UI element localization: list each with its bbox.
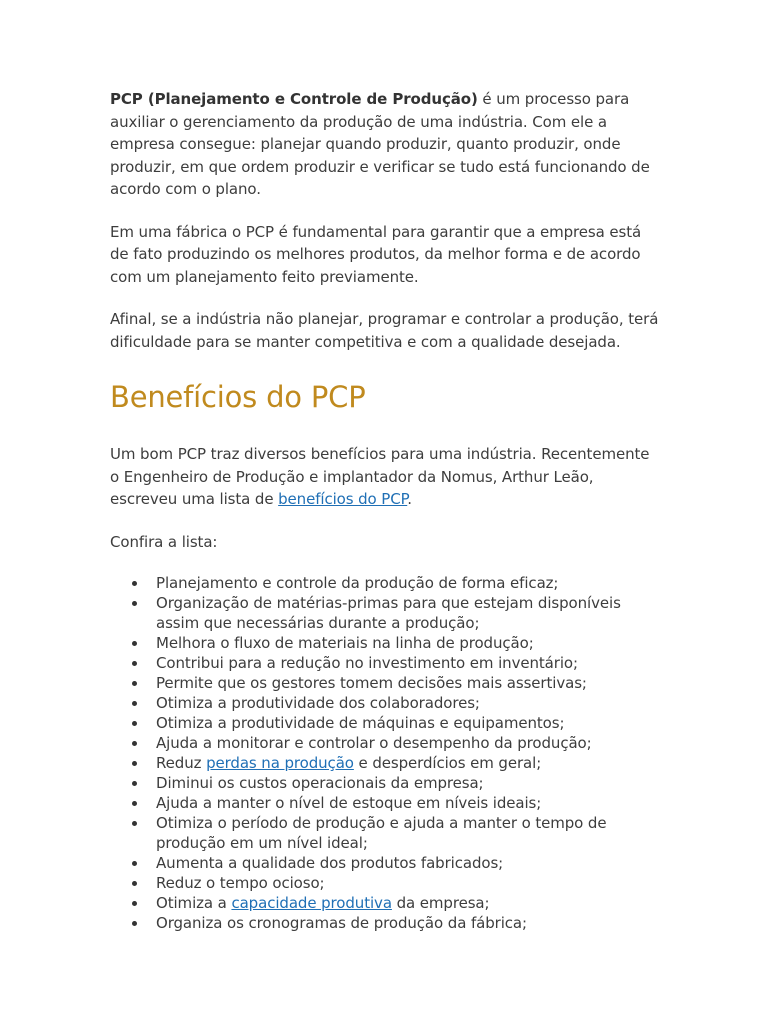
list-item [110, 693, 660, 713]
list-item-text-end: e desperdícios em geral; [353, 754, 542, 772]
production-losses-link[interactable]: perdas na produção [206, 754, 354, 772]
list-item-text: Ajuda a manter o nível de estoque em níveis ideais; [156, 794, 542, 812]
list-item [110, 593, 660, 633]
list-item [110, 633, 660, 653]
list-item [110, 573, 660, 593]
list-item-text: Otimiza a [156, 894, 232, 912]
bullet-icon [132, 801, 137, 806]
list-item [110, 913, 660, 933]
bullet-icon [132, 661, 137, 666]
list-item-text: Organiza os cronogramas de produção da fábrica; [156, 914, 527, 932]
list-item [110, 713, 660, 733]
list-item-text: Otimiza a produtividade dos colaboradores; [156, 694, 480, 712]
list-item-text: Contribui para a redução no investimento em inventário; [156, 654, 578, 672]
bullet-icon [132, 781, 137, 786]
bullet-icon [132, 901, 137, 906]
benefits-intro-end: . [407, 490, 412, 508]
list-item-text: Reduz o tempo ocioso; [156, 874, 325, 892]
intro-text: é um processo para auxiliar o gerenciamento da produção de uma indústria. Com ele a empresa consegue: planejar quando produzir, quanto produzir, onde produzir, em que ordem produzir e verificar se tudo está funcionando de acordo com o plano. [110, 90, 650, 198]
list-item [110, 853, 660, 873]
productive-capacity-link[interactable]: capacidade produtiva [231, 894, 392, 912]
list-intro-paragraph: Confira a lista: [110, 532, 218, 551]
list-item [110, 673, 660, 693]
list-item-text: Otimiza a produtividade de máquinas e equipamentos; [156, 714, 565, 732]
list-item-text: Reduz [156, 754, 207, 772]
list-item [110, 653, 660, 673]
list-item-text-end: da empresa; [391, 894, 490, 912]
list-item [110, 813, 660, 853]
pcp-importance-paragraph: Em uma fábrica o PCP é fundamental para garantir que a empresa está de fato produzindo os melhores produtos, da melhor forma e de acordo com um planejamento feito previamente. [110, 222, 642, 286]
list-item [110, 773, 660, 793]
list-item [110, 893, 660, 913]
bullet-icon [132, 701, 137, 706]
benefits-intro-paragraph [110, 443, 660, 511]
bullet-icon [132, 681, 137, 686]
list-item-text: Aumenta a qualidade dos produtos fabricados; [156, 854, 504, 872]
bullet-icon [132, 641, 137, 646]
pcp-definition-term: PCP (Planejamento e Controle de Produção) [110, 90, 478, 108]
benefits-intro-text: Um bom PCP traz diversos benefícios para uma indústria. Recentemente o Engenheiro de Produção e implantador da Nomus, Arthur Leão, escreveu uma lista de [110, 445, 650, 508]
article-body [110, 88, 660, 933]
list-item-text: Otimiza o período de produção e ajuda a manter o tempo de produção em um nível ideal; [156, 814, 607, 852]
bullet-icon [132, 881, 137, 886]
bullet-icon [132, 721, 137, 726]
list-item [110, 733, 660, 753]
list-item [110, 873, 660, 893]
list-item [110, 793, 660, 813]
bullet-icon [132, 741, 137, 746]
list-item-text: Organização de matérias-primas para que estejam disponíveis assim que necessárias durante a produção; [156, 594, 621, 632]
list-item [110, 753, 660, 773]
list-item-text: Permite que os gestores tomem decisões mais assertivas; [156, 674, 587, 692]
benefits-heading: Benefícios do PCP [110, 380, 366, 414]
list-item-text: Ajuda a monitorar e controlar o desempenho da produção; [156, 734, 592, 752]
list-item-text: Melhora o fluxo de materiais na linha de produção; [156, 634, 534, 652]
list-item-text: Diminui os custos operacionais da empresa; [156, 774, 484, 792]
benefits-link[interactable]: benefícios do PCP [278, 490, 408, 508]
bullet-icon [132, 821, 137, 826]
bullet-icon [132, 921, 137, 926]
bullet-icon [132, 761, 137, 766]
competitiveness-paragraph: Afinal, se a indústria não planejar, programar e controlar a produção, terá dificuldade para se manter competitiva e com a qualidade desejada. [110, 310, 659, 351]
bullet-icon [132, 581, 137, 586]
bullet-icon [132, 601, 137, 606]
bullet-icon [132, 861, 137, 866]
benefits-list [110, 573, 660, 933]
intro-paragraph [110, 88, 660, 201]
list-item-text: Planejamento e controle da produção de forma eficaz; [156, 574, 559, 592]
